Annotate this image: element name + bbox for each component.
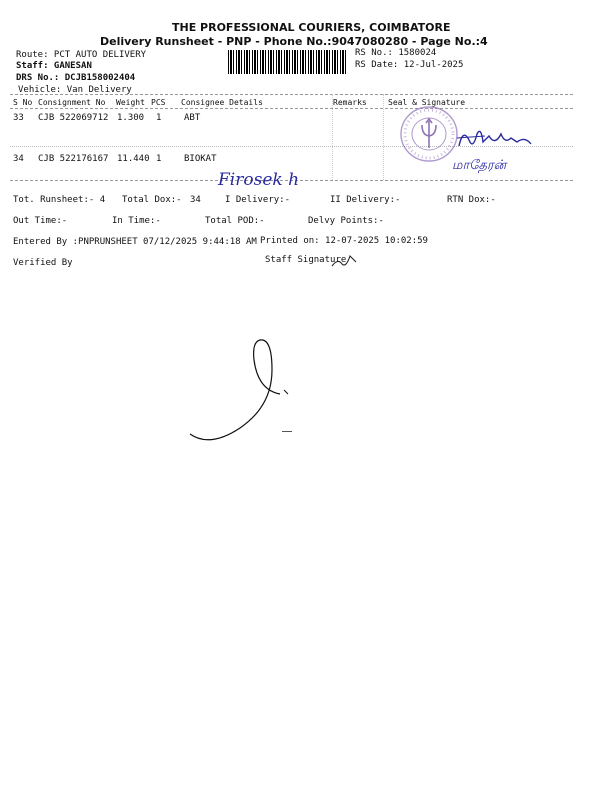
staff-label: Staff: GANESAN (16, 61, 92, 71)
col-weight: Weight (116, 98, 145, 107)
staff-signature-label: Staff Signature (265, 255, 347, 265)
seal-signature-icon (455, 124, 535, 154)
total-dox-value: 34 (190, 195, 201, 205)
i-delivery: I Delivery:- (225, 195, 291, 205)
drs-number: DRS No.: DCJB158002404 (16, 73, 136, 83)
row-34-sno: 34 (13, 154, 24, 164)
ii-delivery: II Delivery:- (330, 195, 401, 205)
col-consignee: Consignee Details (181, 98, 263, 107)
divider-remarks (332, 94, 333, 180)
col-seal-signature: Seal & Signature (388, 98, 466, 107)
stray-mark (282, 431, 292, 432)
row-33-consignee: ABT (184, 113, 201, 123)
printed-on: Printed on: 12-07-2025 10:02:59 (260, 236, 428, 246)
col-pcs: PCS (151, 98, 166, 107)
tamil-handwritten-name: மாதேரன் (452, 158, 507, 173)
col-remarks: Remarks (333, 98, 367, 107)
total-runsheet: Tot. Runsheet:- 4 (13, 195, 106, 205)
runsheet-subtitle: Delivery Runsheet - PNP - Phone No.:9047080280 - Page No.:4 (100, 35, 488, 48)
divider-seal (383, 94, 384, 180)
total-pod: Total POD:- (205, 216, 265, 226)
row-34-pcs: 1 (156, 154, 162, 164)
row-33-pcs: 1 (156, 113, 162, 123)
company-title: THE PROFESSIONAL COURIERS, COIMBATORE (172, 21, 451, 34)
table-top-rule (10, 94, 573, 95)
route-label: Route: PCT AUTO DELIVERY (16, 50, 147, 60)
table-header-rule (10, 108, 573, 109)
receiver-handwritten-name: Firosek h (218, 170, 300, 190)
rs-date: RS Date: 12-Jul-2025 (355, 60, 464, 70)
barcode (228, 50, 346, 74)
col-sno: S No (13, 98, 33, 107)
row-34-consignment: CJB 522176167 (38, 154, 109, 164)
company-seal-stamp (398, 104, 460, 164)
rtn-dox: RTN Dox:- (447, 195, 496, 205)
verified-by: Verified By (13, 258, 73, 268)
vehicle-label: Vehicle: Van Delivery (18, 85, 132, 95)
staff-signature-scribble-icon (330, 252, 358, 270)
row-34-weight: 11.440 (117, 154, 150, 164)
row-33-sno: 33 (13, 113, 24, 123)
in-time: In Time:- (112, 216, 161, 226)
row-33-weight: 1.300 (117, 113, 145, 123)
rs-number: RS No.: 1580024 (355, 48, 437, 58)
row-33-consignment: CJB 522069712 (38, 113, 109, 123)
pen-loop-mark (180, 330, 300, 450)
col-consignment: Consignment No (38, 98, 106, 107)
entered-by: Entered By :PNPRUNSHEET 07/12/2025 9:44:18 AM (13, 237, 257, 247)
total-dox-label: Total Dox:- (122, 195, 182, 205)
row-34-consignee: BIOKAT (184, 154, 217, 164)
delvy-points: Delvy Points:- (308, 216, 384, 226)
out-time: Out Time:- (13, 216, 68, 226)
